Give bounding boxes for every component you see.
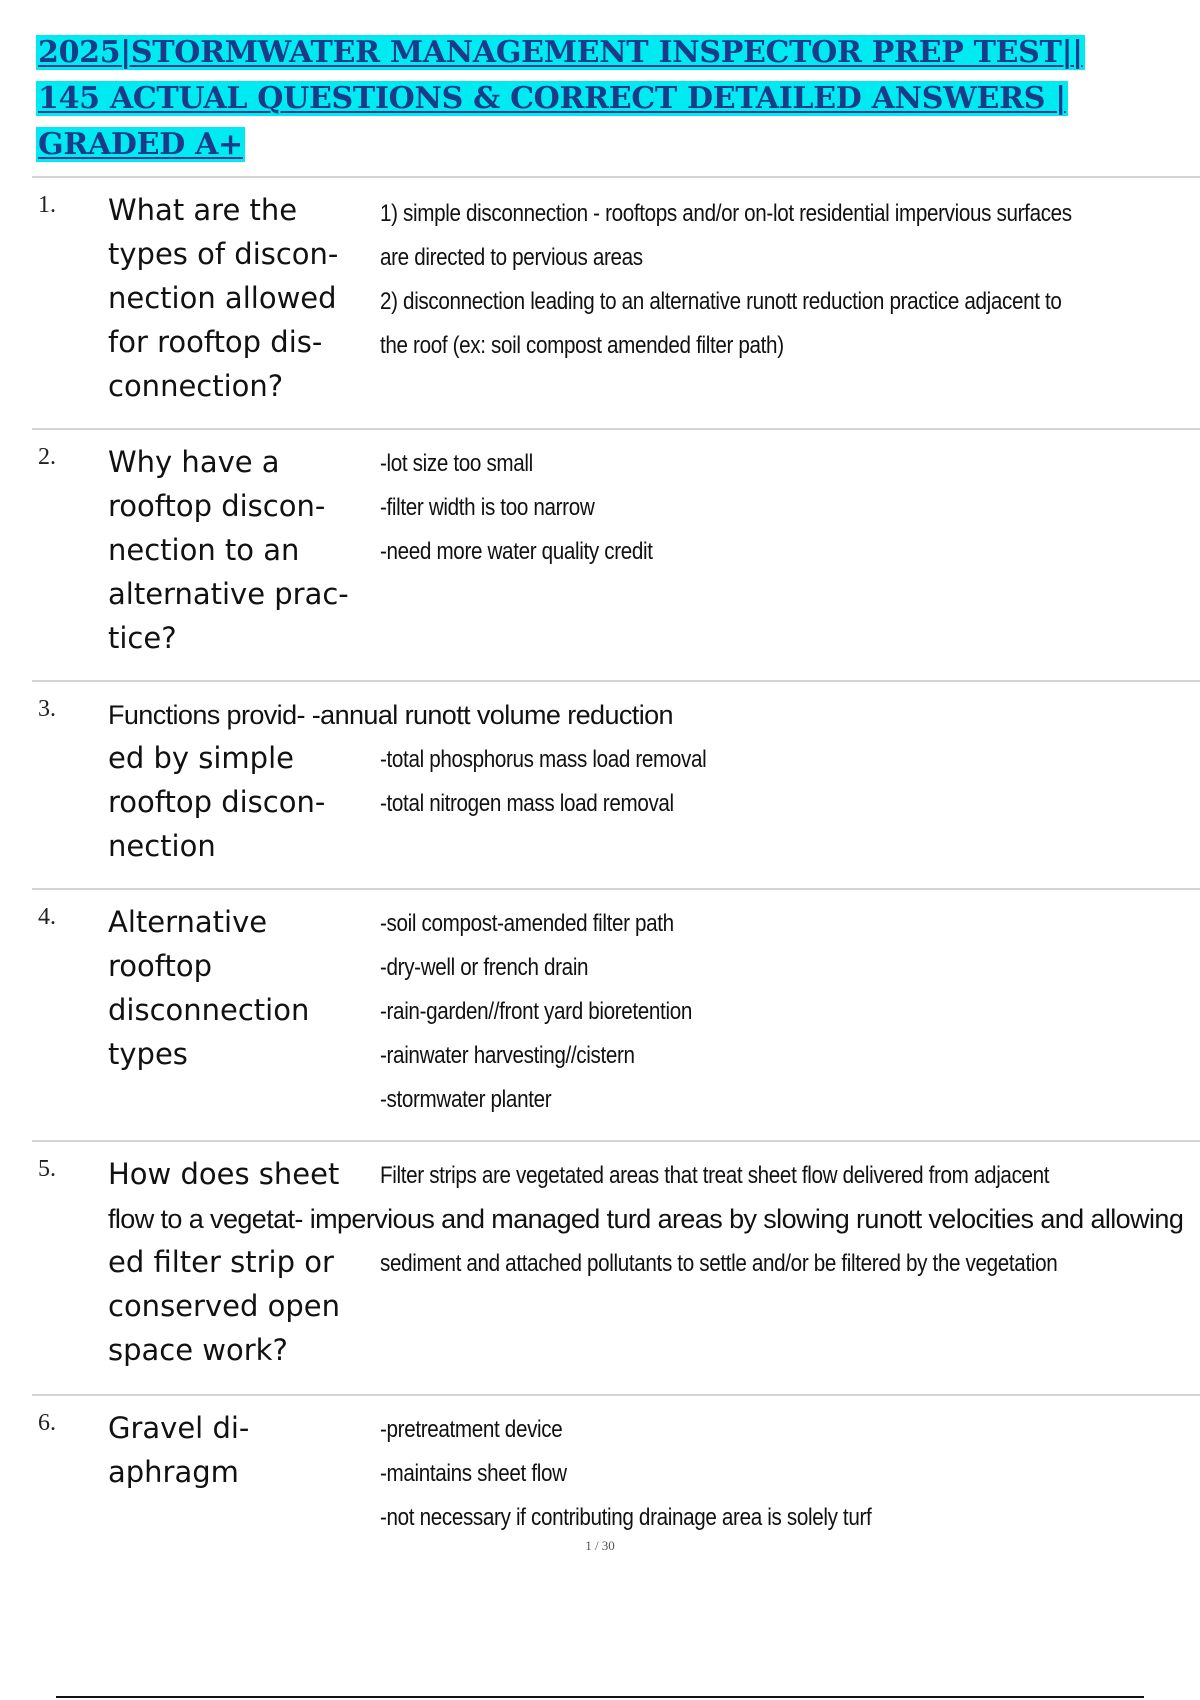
qa-question: What are the types of discon- nection allowed for rooftop dis- connection? (108, 193, 339, 403)
qa-answer-line: -need more water quality credit (380, 538, 653, 565)
qa-answer-first: -annual runott volume reduction (304, 700, 673, 730)
page-number: 1 / 30 (585, 1538, 615, 1553)
qa-answer-line: -stormwater planter (380, 1086, 552, 1113)
qa-item-2 (32, 430, 1200, 682)
qa-answer-second: impervious and managed turd areas by slowing runott velocities and allowing (302, 1204, 1184, 1234)
qa-answer-line: -soil compost-amended filter path (380, 910, 674, 937)
title-line-2: 145 ACTUAL QUESTIONS & CORRECT DETAILED ANSWERS | (38, 81, 1066, 116)
qa-question-first: Functions provid- (108, 700, 305, 730)
qa-second-line (108, 1196, 1183, 1241)
qa-item-1 (32, 178, 1200, 430)
qa-answer (380, 442, 1087, 574)
qa-answer-line: -dry-well or french drain (380, 954, 589, 981)
title-line-3: GRADED A+ (38, 127, 243, 162)
qa-answer-first (380, 1154, 1200, 1198)
qa-number: 2. (38, 444, 56, 470)
qa-question: ed filter strip or conserved open space work? (108, 1245, 340, 1367)
footer-divider (56, 1696, 1144, 1698)
qa-answer (380, 192, 1200, 368)
qa-answer-line: -filter width is too narrow (380, 494, 595, 521)
title-line-1: 2025|STORMWATER MANAGEMENT INSPECTOR PREP TEST|| (38, 35, 1083, 70)
qa-question-first: How does sheet (108, 1157, 340, 1191)
qa-answer (380, 1408, 1087, 1540)
qa-answer (380, 738, 1087, 826)
qa-answer-line: -rainwater harvesting//cistern (380, 1042, 635, 1069)
qa-answer-line: -not necessary if contributing drainage area is solely turf (380, 1504, 872, 1531)
qa-answer (380, 1242, 1200, 1286)
qa-first-line (108, 692, 673, 737)
qa-answer-line: -pretreatment device (380, 1416, 563, 1443)
qa-number: 4. (38, 904, 56, 930)
qa-answer-line: -total nitrogen mass load removal (380, 790, 674, 817)
qa-item-3 (32, 682, 1200, 890)
qa-number: 1. (38, 192, 56, 218)
qa-answer-line: the roof (ex: soil compost amended filter path) (380, 332, 784, 359)
qa-answer-line: -total phosphorus mass load removal (380, 746, 707, 773)
qa-number: 6. (38, 1410, 56, 1436)
qa-answer-line: -lot size too small (380, 450, 533, 477)
qa-question: Gravel di- aphragm (108, 1411, 250, 1489)
qa-question: Alternative rooftop disconnection types (108, 905, 310, 1071)
qa-number: 3. (38, 696, 56, 722)
qa-answer-line: -rain-garden//front yard bioretention (380, 998, 692, 1025)
qa-number: 5. (38, 1156, 56, 1182)
qa-answer-line: 2) disconnection leading to an alternative runott reduction practice adjacent to (380, 288, 1062, 315)
qa-question: Why have a rooftop discon- nection to an alternative prac- tice? (108, 445, 349, 655)
qa-item-4 (32, 890, 1200, 1142)
qa-answer-line: -maintains sheet flow (380, 1460, 567, 1487)
qa-question: ed by simple rooftop discon- nection (108, 741, 326, 863)
document-title (36, 30, 1176, 168)
qa-answer-line: sediment and attached pollutants to settle and/or be filtered by the vegetation (380, 1250, 1058, 1277)
qa-answer-line: Filter strips are vegetated areas that treat sheet flow delivered from adjacent (380, 1162, 1050, 1189)
qa-answer-line: 1) simple disconnection - rooftops and/or on-lot residential impervious surfaces (380, 200, 1072, 227)
qa-question-second: flow to a vegetat- (108, 1204, 303, 1234)
qa-answer-line: are directed to pervious areas (380, 244, 643, 271)
qa-answer (380, 902, 1087, 1122)
qa-item-5 (32, 1142, 1200, 1396)
qa-list (32, 178, 1200, 1566)
